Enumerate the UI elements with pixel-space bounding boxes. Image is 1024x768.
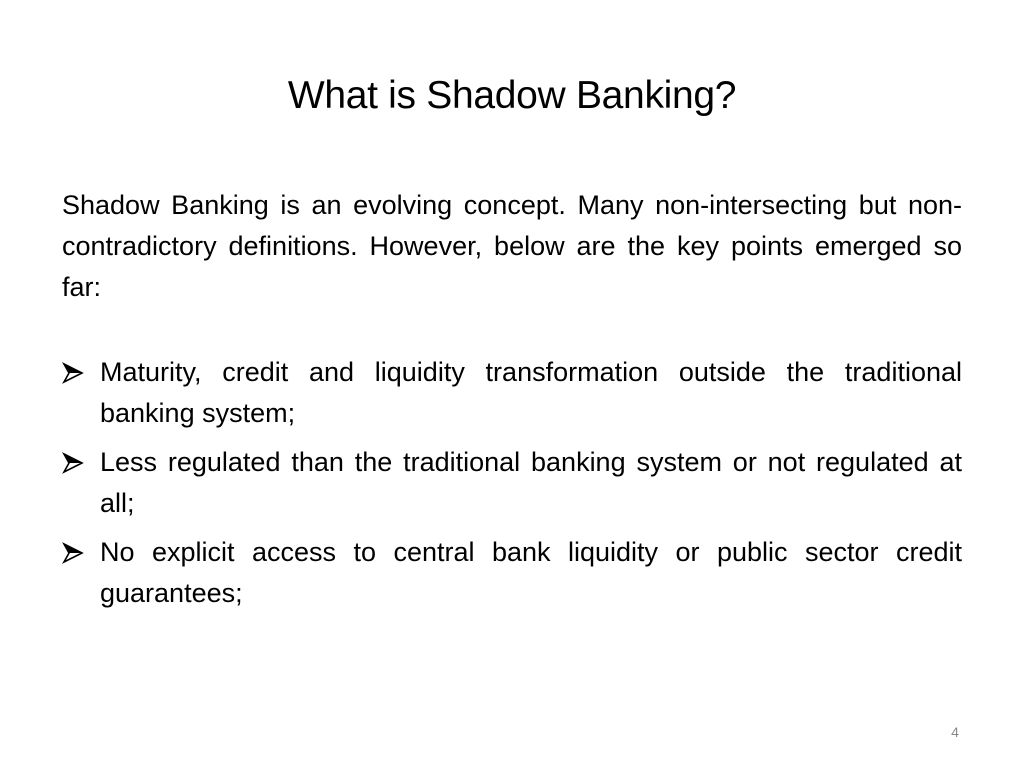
bullet-item [62,532,962,614]
slide-title: What is Shadow Banking? [287,74,737,117]
bullet-item [62,442,962,524]
slide-number: 4 [951,724,959,740]
intro-paragraph: Shadow Banking is an evolving concept. Many non-intersecting but non-contradictory definitions. However, below are the key points emerged so far: [62,190,962,302]
bullet-item [62,352,962,434]
arrowhead-bullet-icon [62,352,100,393]
arrowhead-bullet-icon [62,532,100,573]
bullet-text: Maturity, credit and liquidity transformation outside the traditional banking system; [100,357,962,428]
bullet-list [62,352,962,614]
bullet-text: No explicit access to central bank liquidity or public sector credit guarantees; [100,537,962,608]
arrowhead-bullet-icon [62,442,100,483]
bullet-text: Less regulated than the traditional banking system or not regulated at all; [100,447,962,518]
slide-body [62,185,962,622]
